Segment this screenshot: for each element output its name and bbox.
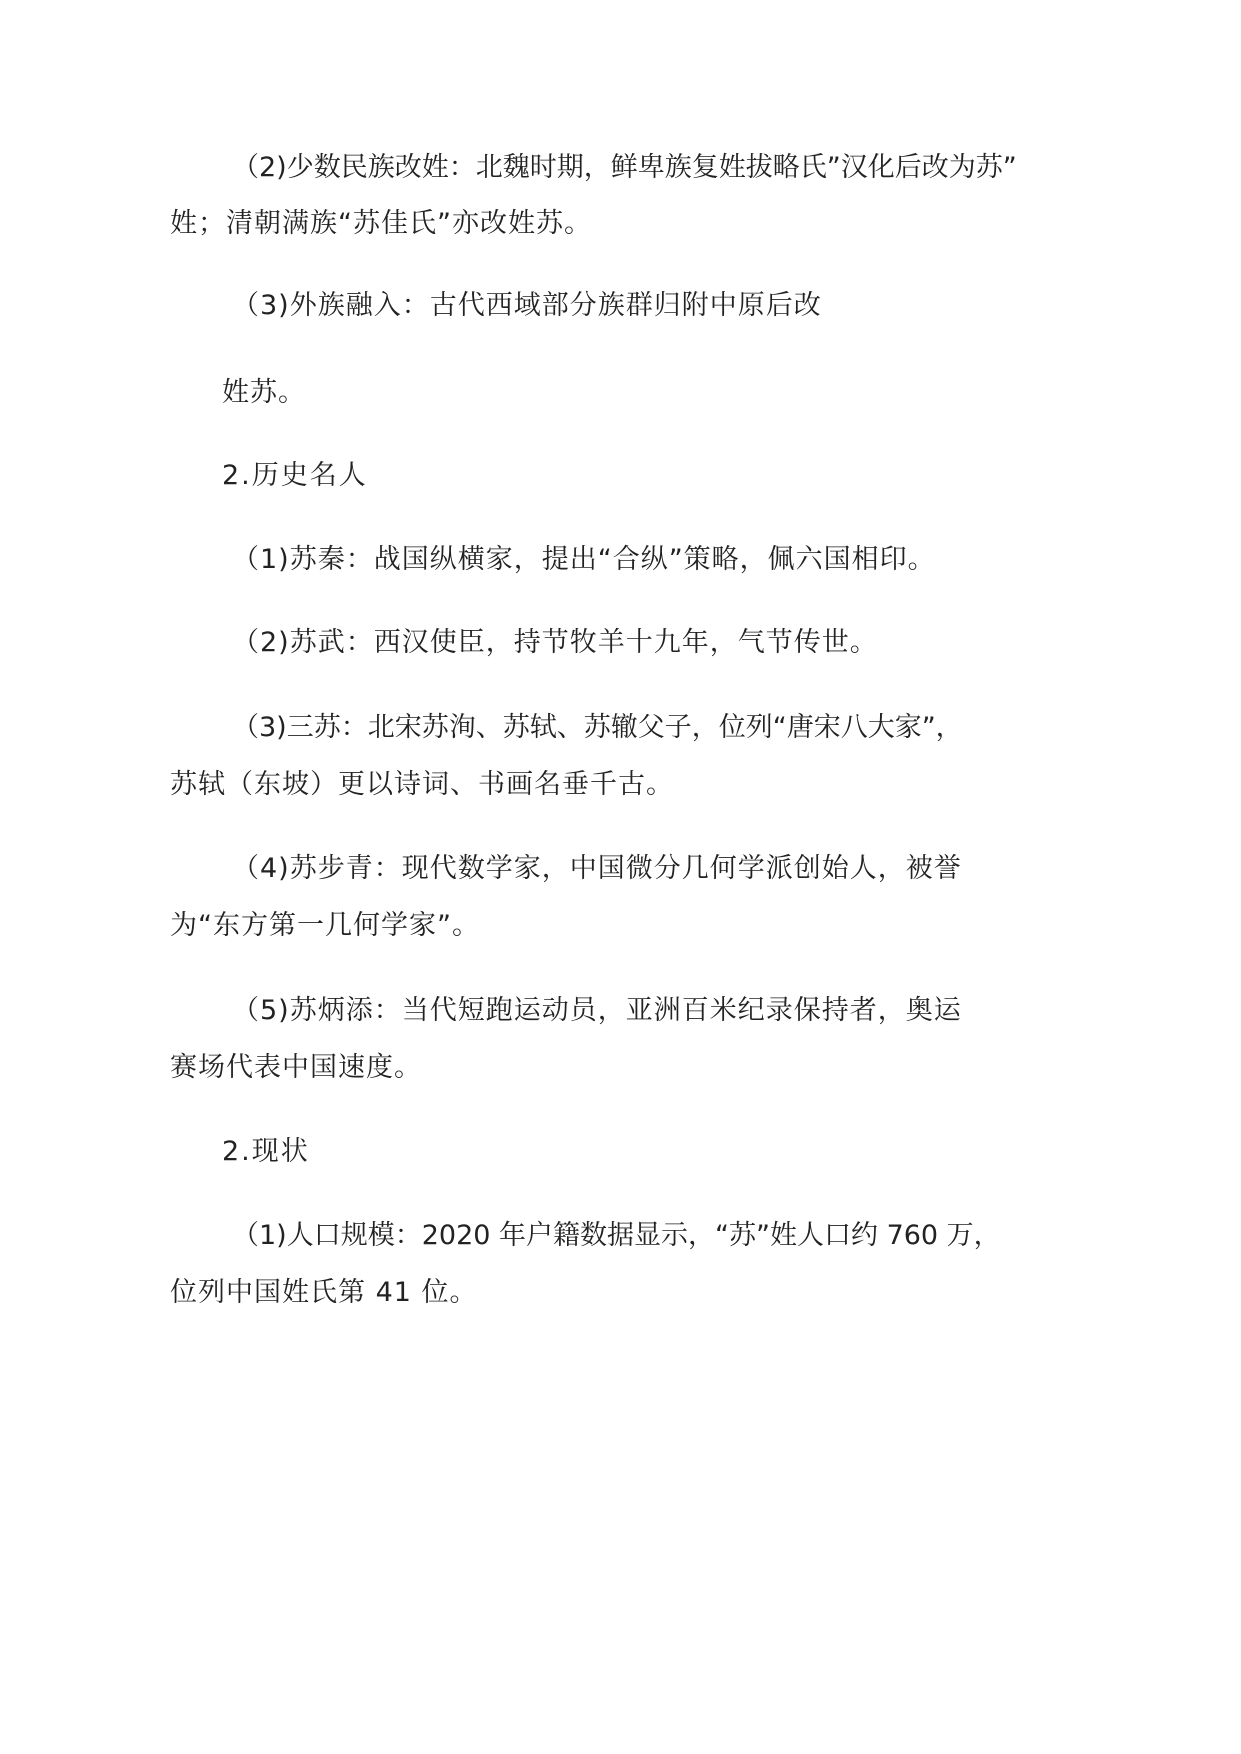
- section-heading-celebrities: 2.历史名人: [222, 460, 368, 491]
- celebrity-item-3-line-2: 苏轼（东坡）更以诗词、书画名垂千古。: [170, 769, 674, 800]
- origin-item-3-line-1: （3)外族融入：古代西域部分族群归附中原后改: [232, 290, 822, 321]
- celebrity-item-4-line-1: （4)苏步青：现代数学家，中国微分几何学派创始人，被誉: [232, 853, 962, 884]
- origin-item-2-line-1: （2)少数民族改姓：北魏时期，鲜卑族复姓拔略氏”汉化后改为苏”: [232, 152, 1017, 183]
- celebrity-item-1: （1)苏秦：战国纵横家，提出“合纵”策略，佩六国相印。: [232, 544, 936, 575]
- origin-item-2-line-2: 姓；清朝满族“苏佳氏”亦改姓苏。: [170, 208, 592, 239]
- status-item-1-line-2: 位列中国姓氏第 41 位。: [170, 1277, 478, 1308]
- celebrity-item-5-line-2: 赛场代表中国速度。: [170, 1052, 422, 1083]
- celebrity-item-4-line-2: 为“东方第一几何学家”。: [170, 910, 480, 941]
- celebrity-item-5-line-1: （5)苏炳添：当代短跑运动员，亚洲百米纪录保持者，奥运: [232, 995, 962, 1026]
- origin-item-3-line-2: 姓苏。: [222, 377, 306, 408]
- status-item-1-line-1: （1)人口规模：2020 年户籍数据显示，“苏”姓人口约 760 万，: [232, 1220, 1001, 1251]
- section-heading-status: 2.现状: [222, 1136, 310, 1167]
- celebrity-item-3-line-1: （3)三苏：北宋苏洵、苏轼、苏辙父子，位列“唐宋八大家”，: [232, 712, 963, 743]
- celebrity-item-2: （2)苏武：西汉使臣，持节牧羊十九年，气节传世。: [232, 627, 878, 658]
